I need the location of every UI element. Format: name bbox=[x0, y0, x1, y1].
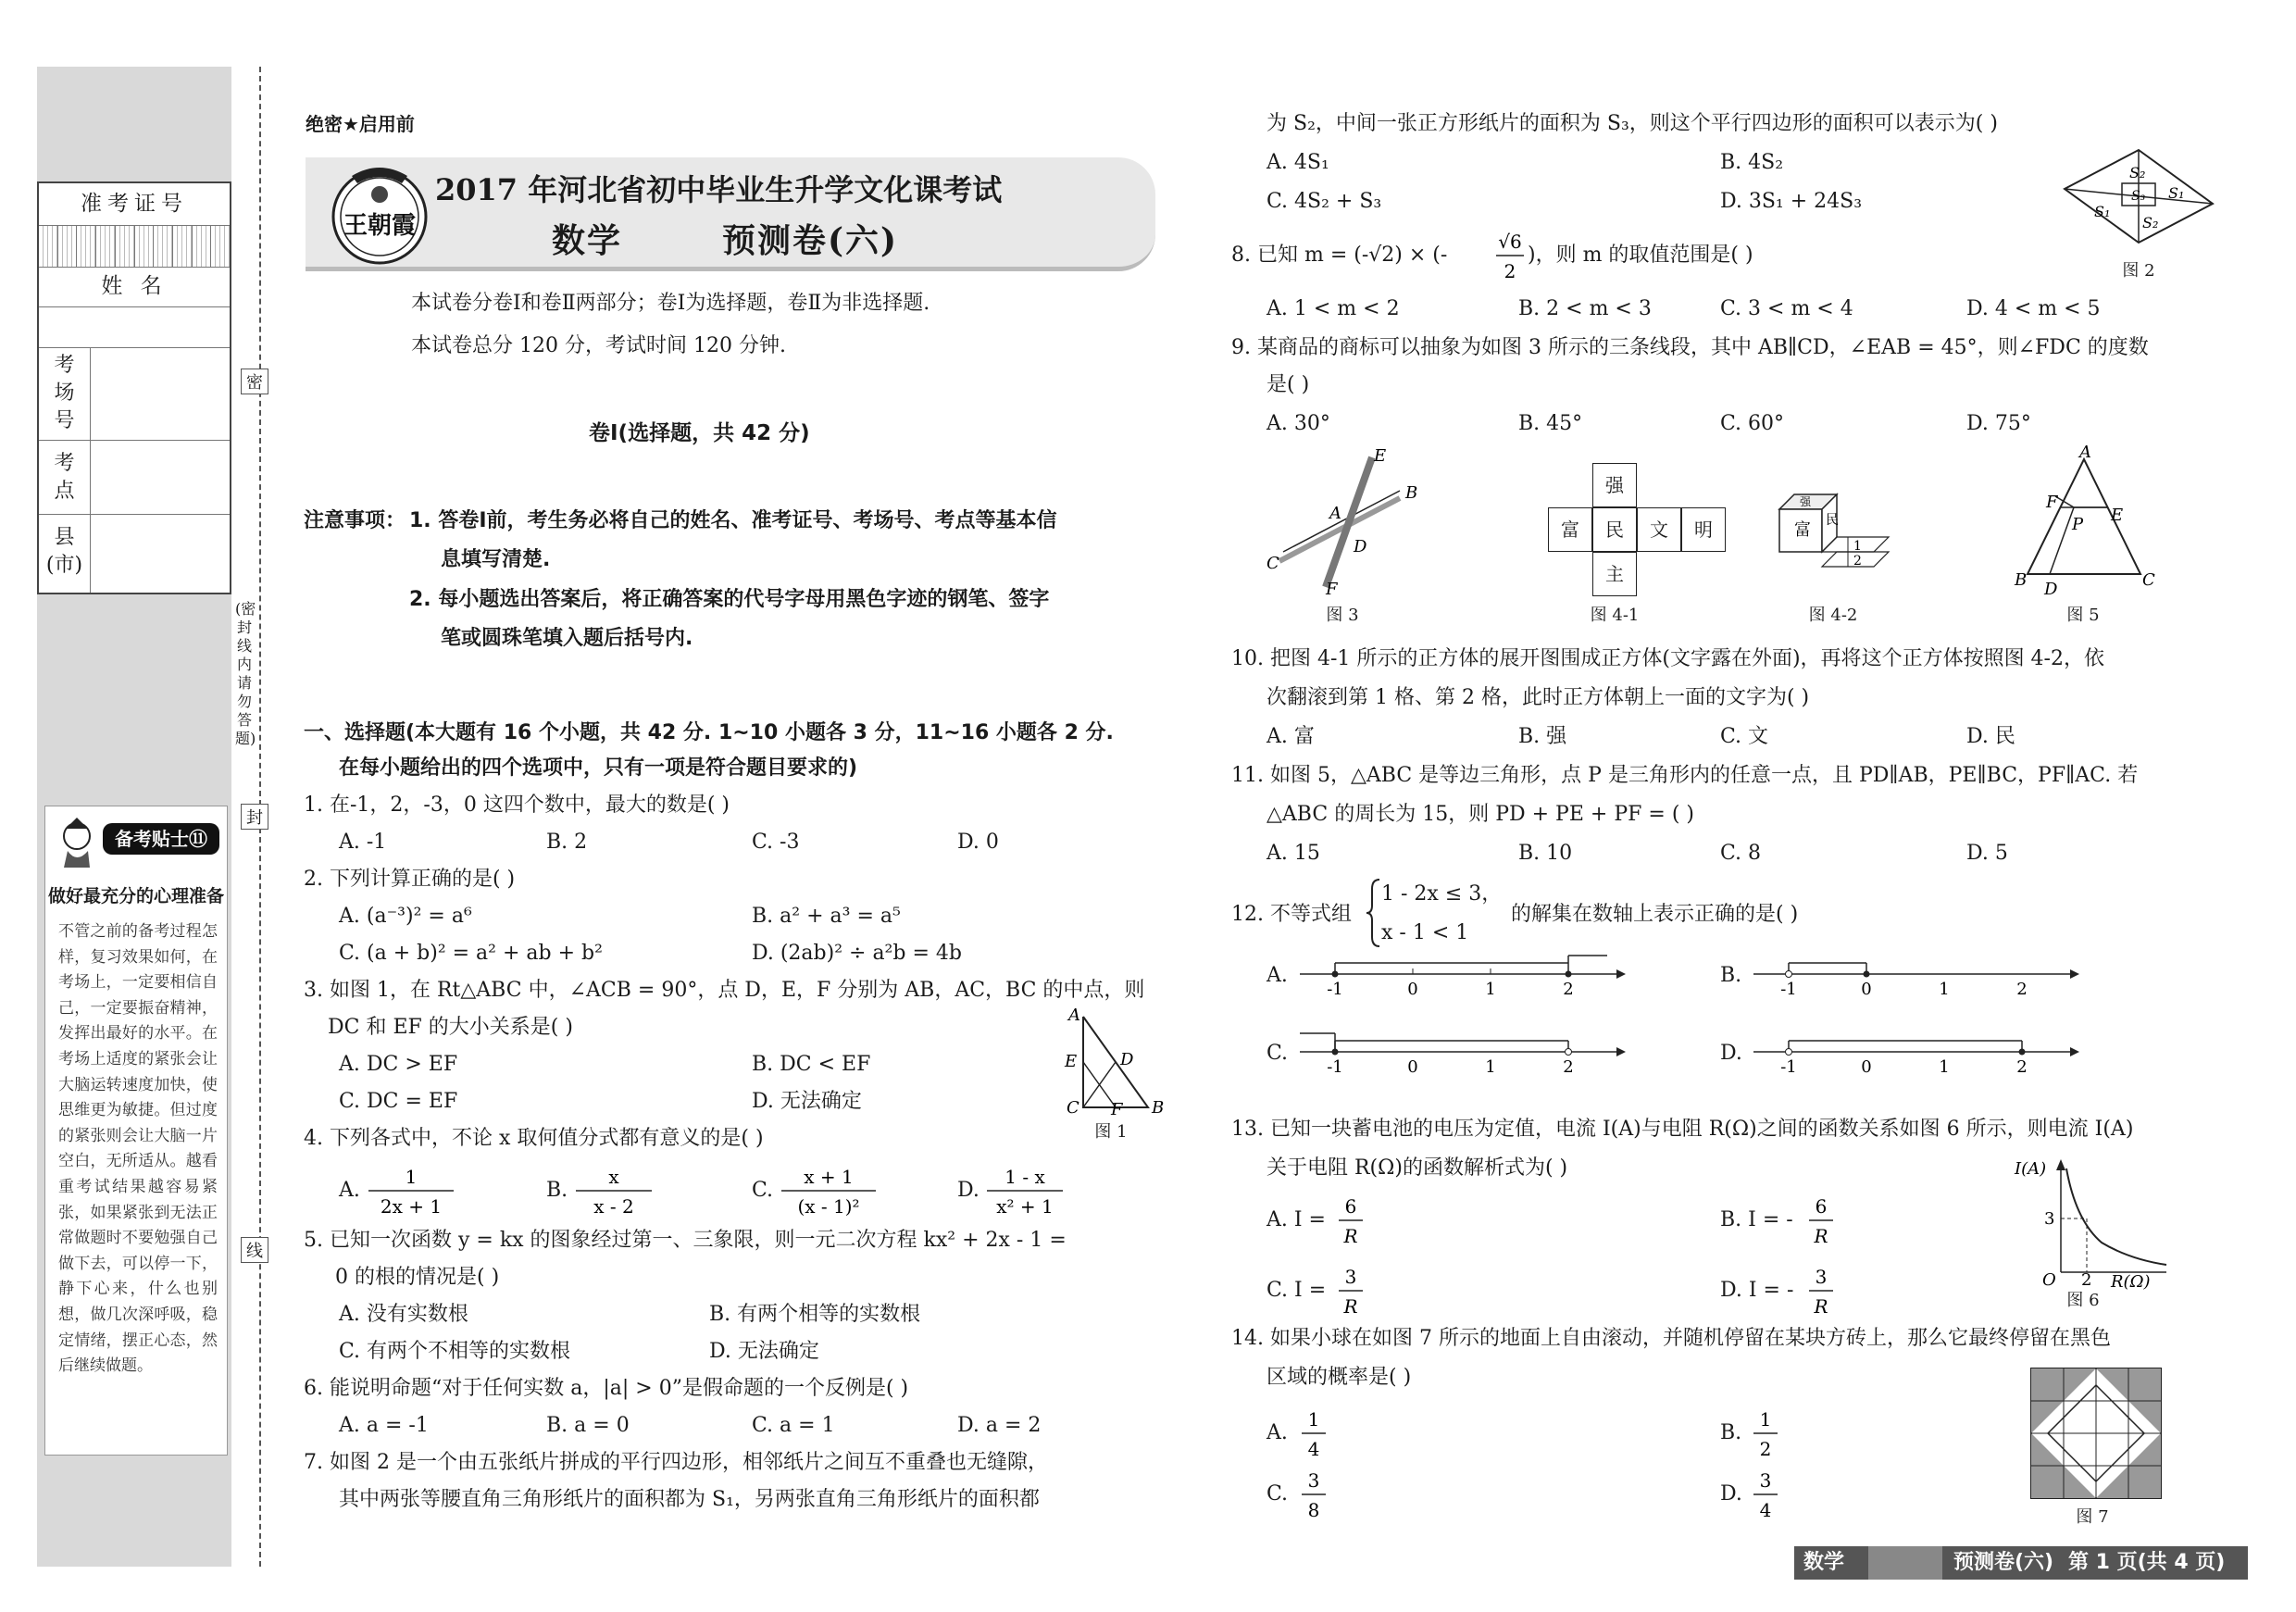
seal-char-feng: 封 bbox=[241, 804, 268, 830]
q9-stem-2: 是( ) bbox=[1267, 373, 1310, 396]
q13-option-a-fraction[interactable] bbox=[1337, 1193, 1365, 1252]
figure-7-caption: 图 7 bbox=[2076, 1507, 2109, 1527]
svg-text:强: 强 bbox=[1800, 495, 1812, 508]
q4-option-c-fraction[interactable] bbox=[778, 1163, 880, 1222]
q13-option-d-fraction[interactable] bbox=[1807, 1263, 1835, 1322]
q3-option-a[interactable]: A. DC > EF bbox=[339, 1053, 458, 1076]
exam-site-field[interactable]: 考 点 bbox=[39, 441, 230, 515]
q14-stem-1: 14. 如果小球在如图 7 所示的地面上自由滚动，并随机停留在某块方砖上，那么它最终停留在黑色 bbox=[1231, 1327, 2111, 1350]
footer-subject: 数学 bbox=[1803, 1551, 1845, 1574]
q14-option-b-label[interactable]: B. bbox=[1720, 1421, 1742, 1444]
publisher-logo-icon bbox=[324, 159, 435, 269]
q4-c-den: (x - 1)² bbox=[797, 1195, 860, 1218]
q13-c-den: R bbox=[1343, 1295, 1358, 1318]
svg-text:S₃: S₃ bbox=[2131, 189, 2146, 204]
svg-text:C: C bbox=[2142, 570, 2155, 590]
q13-b-num: 6 bbox=[1815, 1195, 1828, 1218]
q8-den: 2 bbox=[1504, 260, 1516, 282]
q12-system-line-2: x - 1 < 1 bbox=[1381, 921, 1469, 944]
candidate-info-box bbox=[37, 181, 231, 594]
intro-line-1: 本试卷分卷Ⅰ和卷Ⅱ两部分；卷Ⅰ为选择题，卷Ⅱ为非选择题. bbox=[411, 292, 930, 315]
q3-option-c[interactable]: C. DC = EF bbox=[339, 1090, 458, 1113]
footer-divider bbox=[1868, 1546, 1942, 1580]
paper-title: 预测卷(六) bbox=[722, 221, 899, 260]
intro-line-2: 本试卷总分 120 分，考试时间 120 分钟. bbox=[411, 334, 786, 357]
q13-option-d-label[interactable]: D. I = - bbox=[1720, 1279, 1794, 1302]
svg-text:2: 2 bbox=[1853, 554, 1862, 569]
q2-option-c[interactable]: C. (a + b)² = a² + ab + b² bbox=[339, 942, 603, 965]
q6-option-d[interactable]: D. a = 2 bbox=[957, 1414, 1042, 1437]
q13-c-num: 3 bbox=[1344, 1266, 1357, 1288]
q4-option-c-label[interactable]: C. bbox=[752, 1179, 774, 1202]
q13-d-den: R bbox=[1814, 1295, 1828, 1318]
svg-text:S₂: S₂ bbox=[2142, 214, 2159, 231]
q10-option-a[interactable]: A. 富 bbox=[1267, 725, 1315, 748]
q9-option-b[interactable]: B. 45° bbox=[1518, 412, 1583, 435]
q1-option-d[interactable]: D. 0 bbox=[957, 831, 999, 854]
q1-stem: 1. 在-1，2，-3，0 这四个数中，最大的数是( ) bbox=[304, 794, 730, 817]
svg-text:2: 2 bbox=[1563, 1057, 1574, 1077]
svg-text:2: 2 bbox=[1563, 980, 1574, 999]
figure-2-caption: 图 2 bbox=[2122, 261, 2155, 281]
svg-text:F: F bbox=[1111, 1100, 1123, 1119]
net-face-ming: 明 bbox=[1681, 507, 1726, 552]
q8-option-d[interactable]: D. 4 < m < 5 bbox=[1966, 297, 2101, 320]
q12-stem-pre: 12. 不等式组 bbox=[1231, 903, 1352, 926]
q11-stem-2: △ABC 的周长为 15，则 PD + PE + PF = ( ) bbox=[1267, 803, 1694, 826]
q14-c-num: 3 bbox=[1307, 1469, 1320, 1492]
q13-option-a-label[interactable]: A. I = bbox=[1267, 1208, 1326, 1231]
q7-option-b[interactable]: B. 4S₂ bbox=[1720, 151, 1784, 174]
q13-stem-1: 13. 已知一块蓄电池的电压为定值，电流 I(A)与电阻 R(Ω)之间的函数关系如图 6 所示，则电流 I(A) bbox=[1231, 1118, 2134, 1141]
q13-stem-2: 关于电阻 R(Ω)的函数解析式为( ) bbox=[1267, 1156, 1568, 1180]
fig6-x-tick: 2 bbox=[2081, 1270, 2092, 1290]
notice-item-2a: 2. 每小题选出答案后，将正确答案的代号字母用黑色字迹的钢笔、签字 bbox=[409, 588, 1050, 611]
q11-option-d[interactable]: D. 5 bbox=[1966, 842, 2008, 865]
q11-option-c[interactable]: C. 8 bbox=[1720, 842, 1762, 865]
net-face-qiang: 强 bbox=[1592, 463, 1637, 507]
q3-stem-2: DC 和 EF 的大小关系是( ) bbox=[328, 1016, 573, 1039]
q12-option-a-label[interactable]: A. bbox=[1267, 964, 1288, 987]
subject-title: 数学 bbox=[552, 221, 623, 260]
footer-paper: 预测卷(六) bbox=[1953, 1551, 2054, 1574]
q5-option-c[interactable]: C. 有两个不相等的实数根 bbox=[339, 1340, 571, 1363]
q5-option-d[interactable]: D. 无法确定 bbox=[709, 1340, 819, 1363]
seal-char-mi: 密 bbox=[241, 369, 268, 394]
q14-a-den: 4 bbox=[1307, 1438, 1320, 1460]
figure-7-tiles bbox=[2029, 1367, 2163, 1500]
notice-item-2b: 笔或圆珠笔填入题后括号内. bbox=[441, 627, 693, 650]
q1-option-a[interactable]: A. -1 bbox=[339, 831, 387, 854]
net-face-wen: 文 bbox=[1637, 507, 1681, 552]
svg-text:A: A bbox=[1068, 1006, 1080, 1025]
svg-text:F: F bbox=[2046, 493, 2058, 512]
svg-text:E: E bbox=[2111, 506, 2124, 525]
q8-stem-post: )，则 m 的取值范围是( ) bbox=[1528, 244, 1753, 267]
svg-text:0: 0 bbox=[1407, 1057, 1418, 1077]
q10-option-b[interactable]: B. 强 bbox=[1518, 725, 1567, 748]
name-label: 姓 名 bbox=[39, 267, 230, 307]
q5-option-a[interactable]: A. 没有实数根 bbox=[339, 1303, 468, 1326]
figure-2-parallelogram bbox=[2061, 146, 2216, 248]
notice-label: 注意事项： bbox=[304, 509, 406, 532]
svg-text:C: C bbox=[1267, 554, 1279, 573]
fig6-origin: O bbox=[2042, 1270, 2056, 1290]
q10-option-d[interactable]: D. 民 bbox=[1966, 725, 2015, 748]
q1-option-c[interactable]: C. -3 bbox=[752, 831, 800, 854]
svg-text:0: 0 bbox=[1407, 980, 1418, 999]
tips-body: 不管之前的备考过程怎样，复习效果如何，在考场上，一定要相信自己，一定要振奋精神，发挥出最好的水平。在考场上适度的紧张会让大脑运转速度加快，使思维更为敏捷。但过度的紧张则会让大脑一片空白，无所适从。越看重考试结果越容易紧张，如果紧张到无法正常做题时不要勉强自己做下去，可以停一下，静下心来，什么也别想，做几次深呼吸，稳定情绪，摆正心态，然后继续做题。 bbox=[58, 922, 218, 1376]
secret-mark: 绝密★启用前 bbox=[306, 113, 415, 135]
q14-option-a-label[interactable]: A. bbox=[1267, 1421, 1288, 1444]
section-title: 卷Ⅰ(选择题，共 42 分) bbox=[589, 421, 810, 445]
q13-option-b-fraction[interactable] bbox=[1807, 1193, 1835, 1252]
county-field[interactable]: 县 (市) bbox=[39, 515, 230, 593]
tips-badge-text: 备考贴士⑪ bbox=[115, 828, 207, 850]
q2-option-d[interactable]: D. (2ab)² ÷ a²b = 4b bbox=[752, 942, 962, 965]
q8-option-a[interactable]: A. 1 < m < 2 bbox=[1267, 297, 1400, 320]
mascot-badge bbox=[49, 808, 223, 869]
q13-b-den: R bbox=[1814, 1225, 1828, 1247]
q13-a-den: R bbox=[1343, 1225, 1358, 1247]
svg-text:A: A bbox=[2079, 443, 2091, 462]
svg-text:2: 2 bbox=[2016, 980, 2028, 999]
q1-option-b[interactable]: B. 2 bbox=[546, 831, 588, 854]
q2-stem: 2. 下列计算正确的是( ) bbox=[304, 868, 516, 891]
q8-fraction bbox=[1494, 228, 1526, 287]
svg-text:D: D bbox=[2044, 580, 2058, 599]
q6-option-b[interactable]: B. a = 0 bbox=[546, 1414, 630, 1437]
fig6-x-label: R(Ω) bbox=[2111, 1272, 2151, 1292]
svg-text:富: 富 bbox=[1794, 520, 1811, 540]
svg-text:D: D bbox=[1120, 1050, 1134, 1069]
q14-option-c-label[interactable]: C. bbox=[1267, 1482, 1289, 1506]
notice-item-1b: 息填写清楚. bbox=[441, 548, 551, 571]
q12-option-c-label[interactable]: C. bbox=[1267, 1042, 1289, 1065]
q5-stem-1: 5. 已知一次函数 y = kx 的图象经过第一、三象限，则一元二次方程 kx² + 2x - 1 = bbox=[304, 1229, 1067, 1252]
q5-stem-2: 0 的根的情况是( ) bbox=[335, 1266, 500, 1289]
q9-option-d[interactable]: D. 75° bbox=[1966, 412, 2031, 435]
q14-option-c-fraction[interactable] bbox=[1300, 1467, 1328, 1526]
net-face-zhu: 主 bbox=[1592, 552, 1637, 596]
q4-option-b-label[interactable]: B. bbox=[546, 1179, 568, 1202]
q12-option-b-label[interactable]: B. bbox=[1720, 964, 1742, 987]
q4-b-den: x - 2 bbox=[593, 1195, 634, 1218]
q14-b-den: 2 bbox=[1759, 1438, 1772, 1460]
svg-text:D: D bbox=[1354, 537, 1367, 556]
svg-text:2: 2 bbox=[2016, 1057, 2028, 1077]
q9-stem-1: 9. 某商品的商标可以抽象为如图 3 所示的三条线段，其中 AB∥CD，∠EAB = 45°，则∠FDC 的度数 bbox=[1231, 336, 2149, 359]
figure-6-graph bbox=[2009, 1156, 2176, 1292]
q13-option-c-fraction[interactable] bbox=[1337, 1263, 1365, 1322]
q13-d-num: 3 bbox=[1815, 1266, 1828, 1288]
q10-stem-1: 10. 把图 4-1 所示的正方体的展开图围成正方体(文字露在外面)，再将这个正方体按照图 4-2，依 bbox=[1231, 647, 2104, 670]
svg-text:B: B bbox=[1152, 1098, 1165, 1118]
svg-text:1: 1 bbox=[1485, 1057, 1496, 1077]
q3-stem-1: 3. 如图 1，在 Rt△ABC 中，∠ACB = 90°，点 D，E，F 分别为 AB，AC，BC 的中点，则 bbox=[304, 979, 1145, 1002]
q4-b-num: x bbox=[608, 1166, 619, 1188]
svg-text:1: 1 bbox=[1853, 539, 1862, 554]
q14-stem-2: 区域的概率是( ) bbox=[1267, 1366, 1412, 1389]
figure-4-2-cube bbox=[1768, 481, 1898, 583]
part1-heading: 一、选择题(本大题有 16 个小题，共 42 分. 1~10 小题各 3 分，11~16 小题各 2 分. bbox=[304, 721, 1114, 744]
q12-option-c-numberline[interactable] bbox=[1296, 1024, 1629, 1076]
q8-option-c[interactable]: C. 3 < m < 4 bbox=[1720, 297, 1853, 320]
net-face-fu: 富 bbox=[1548, 507, 1592, 552]
id-number-cells[interactable] bbox=[39, 226, 230, 268]
q4-option-a-fraction[interactable] bbox=[365, 1163, 457, 1222]
q4-option-a-label[interactable]: A. bbox=[339, 1179, 360, 1202]
q14-c-den: 8 bbox=[1307, 1499, 1320, 1521]
svg-text:B: B bbox=[2015, 570, 2028, 590]
q9-option-a[interactable]: A. 30° bbox=[1267, 412, 1330, 435]
q5-option-b[interactable]: B. 有两个相等的实数根 bbox=[709, 1303, 921, 1326]
svg-text:S₁: S₁ bbox=[2094, 203, 2111, 220]
q11-stem-1: 11. 如图 5，△ABC 是等边三角形，点 P 是三角形内的任意一点，且 PD∥AB，PE∥BC，PF∥AC. 若 bbox=[1231, 764, 2139, 787]
svg-text:E: E bbox=[1065, 1052, 1078, 1071]
part1-instruction: 在每小题给出的四个选项中，只有一项是符合题目要求的) bbox=[339, 756, 858, 780]
q7-option-d[interactable]: D. 3S₁ + 24S₃ bbox=[1720, 190, 1863, 213]
q12-option-d-label[interactable]: D. bbox=[1720, 1042, 1742, 1065]
net-face-min: 民 bbox=[1592, 507, 1637, 552]
svg-text:-1: -1 bbox=[1327, 1057, 1343, 1077]
figure-3-caption: 图 3 bbox=[1326, 606, 1359, 625]
figure-5-caption: 图 5 bbox=[2066, 606, 2100, 625]
q8-stem-pre: 8. 已知 m = (-√2) × (- bbox=[1231, 244, 1448, 267]
q7-stem-1: 7. 如图 2 是一个由五张纸片拼成的平行四边形，相邻纸片之间互不重叠也无缝隙， bbox=[304, 1451, 1048, 1474]
exam-room-field[interactable]: 考 场 号 bbox=[39, 348, 230, 441]
svg-text:-1: -1 bbox=[1780, 1057, 1797, 1077]
fig6-y-label: I(A) bbox=[2015, 1159, 2047, 1179]
figure-1-caption: 图 1 bbox=[1094, 1122, 1128, 1142]
q4-d-den: x² + 1 bbox=[996, 1195, 1054, 1218]
q14-option-a-fraction[interactable] bbox=[1300, 1406, 1328, 1465]
q4-stem: 4. 下列各式中，不论 x 取何值分式都有意义的是( ) bbox=[304, 1127, 764, 1150]
q14-b-num: 1 bbox=[1759, 1408, 1772, 1431]
tips-title: 做好最充分的心理准备 bbox=[47, 886, 224, 906]
svg-text:1: 1 bbox=[1939, 980, 1950, 999]
q8-option-b[interactable]: B. 2 < m < 3 bbox=[1518, 297, 1652, 320]
q7-option-c[interactable]: C. 4S₂ + S₃ bbox=[1267, 190, 1382, 213]
q13-a-num: 6 bbox=[1344, 1195, 1357, 1218]
q10-option-c[interactable]: C. 文 bbox=[1720, 725, 1769, 748]
q12-option-b-numberline[interactable] bbox=[1750, 946, 2083, 998]
svg-text:民: 民 bbox=[1826, 513, 1839, 528]
q14-option-d-fraction[interactable] bbox=[1752, 1467, 1779, 1526]
q10-stem-2: 次翻滚到第 1 格、第 2 格，此时正方体朝上一面的文字为( ) bbox=[1267, 686, 1810, 709]
q12-brace bbox=[1365, 876, 1383, 950]
figure-1-triangle bbox=[1055, 1006, 1167, 1119]
q12-option-d-numberline[interactable] bbox=[1750, 1024, 2083, 1076]
q14-a-num: 1 bbox=[1307, 1408, 1320, 1431]
q12-option-a-numberline[interactable] bbox=[1296, 946, 1629, 998]
figure-5-triangle bbox=[2015, 443, 2155, 599]
figure-3-lines bbox=[1261, 446, 1428, 599]
q13-option-c-label[interactable]: C. I = bbox=[1267, 1279, 1327, 1302]
fig6-y-tick: 3 bbox=[2044, 1209, 2055, 1229]
q9-option-c[interactable]: C. 60° bbox=[1720, 412, 1785, 435]
svg-text:S₂: S₂ bbox=[2129, 164, 2146, 181]
svg-text:-1: -1 bbox=[1327, 980, 1343, 999]
name-field[interactable] bbox=[39, 307, 230, 348]
exam-title: 2017 年河北省初中毕业生升学文化课考试 bbox=[435, 172, 1003, 207]
q4-option-d-label[interactable]: D. bbox=[957, 1179, 980, 1202]
q4-option-d-fraction[interactable] bbox=[983, 1163, 1067, 1222]
svg-text:1: 1 bbox=[1485, 980, 1496, 999]
q7-stem-2: 其中两张等腰直角三角形纸片的面积都为 S₁，另两张直角三角形纸片的面积都 bbox=[339, 1488, 1040, 1511]
q4-a-num: 1 bbox=[405, 1166, 418, 1188]
q4-c-num: x + 1 bbox=[804, 1166, 854, 1188]
seal-char-xian: 线 bbox=[241, 1237, 268, 1263]
q11-option-a[interactable]: A. 15 bbox=[1267, 842, 1320, 865]
q14-option-d-label[interactable]: D. bbox=[1720, 1482, 1742, 1506]
q14-d-num: 3 bbox=[1759, 1469, 1772, 1492]
figure-4-1-net bbox=[1544, 463, 1726, 600]
seal-note: (密封线内请勿答题) bbox=[235, 600, 256, 747]
q6-stem: 6. 能说明命题“对于任何实数 a，|a| > 0”是假命题的一个反例是( ) bbox=[304, 1377, 909, 1400]
q12-system-line-1: 1 - 2x ≤ 3， bbox=[1381, 882, 1503, 906]
q2-option-b[interactable]: B. a² + a³ = a⁵ bbox=[752, 905, 901, 928]
svg-text:B: B bbox=[1405, 483, 1418, 503]
svg-text:0: 0 bbox=[1861, 980, 1872, 999]
notice-item-1a: 1. 答卷Ⅰ前，考生务必将自己的姓名、准考证号、考场号、考点等基本信 bbox=[409, 509, 1057, 532]
q6-option-a[interactable]: A. a = -1 bbox=[339, 1414, 429, 1437]
q3-option-b[interactable]: B. DC < EF bbox=[752, 1053, 871, 1076]
figure-4-1-caption: 图 4-1 bbox=[1590, 606, 1640, 625]
q4-d-num: 1 - x bbox=[1004, 1166, 1045, 1188]
svg-text:F: F bbox=[1326, 580, 1338, 599]
svg-text:0: 0 bbox=[1861, 1057, 1872, 1077]
q4-option-b-fraction[interactable] bbox=[572, 1163, 655, 1222]
svg-text:P: P bbox=[2072, 515, 2084, 534]
figure-6-caption: 图 6 bbox=[2066, 1291, 2100, 1310]
q14-option-b-fraction[interactable] bbox=[1752, 1406, 1779, 1465]
logo-text: 王朝霞 bbox=[343, 212, 417, 240]
q6-option-c[interactable]: C. a = 1 bbox=[752, 1414, 835, 1437]
q7-option-a[interactable]: A. 4S₁ bbox=[1267, 151, 1329, 174]
svg-text:A: A bbox=[1329, 504, 1341, 523]
footer-page: 第 1 页(共 4 页) bbox=[2068, 1551, 2226, 1574]
q11-option-b[interactable]: B. 10 bbox=[1518, 842, 1573, 865]
page-footer bbox=[1794, 1546, 2248, 1580]
q2-option-a[interactable]: A. (a⁻³)² = a⁶ bbox=[339, 905, 472, 928]
q14-d-den: 4 bbox=[1759, 1499, 1772, 1521]
svg-text:S₁: S₁ bbox=[2168, 184, 2185, 202]
q13-option-b-label[interactable]: B. I = - bbox=[1720, 1208, 1793, 1231]
q12-stem-post: 的解集在数轴上表示正确的是( ) bbox=[1511, 903, 1799, 926]
q8-num: √6 bbox=[1498, 231, 1522, 253]
svg-text:C: C bbox=[1067, 1098, 1079, 1118]
exam-tips-panel bbox=[44, 806, 228, 1456]
svg-text:E: E bbox=[1374, 446, 1387, 466]
figure-4-2-caption: 图 4-2 bbox=[1808, 606, 1858, 625]
svg-text:1: 1 bbox=[1939, 1057, 1950, 1077]
q7-stem-3: 为 S₂，中间一张正方形纸片的面积为 S₃，则这个平行四边形的面积可以表示为( ) bbox=[1267, 112, 1998, 135]
svg-text:-1: -1 bbox=[1780, 980, 1797, 999]
q3-option-d[interactable]: D. 无法确定 bbox=[752, 1090, 862, 1113]
q4-a-den: 2x + 1 bbox=[380, 1195, 443, 1218]
id-label: 准考证号 bbox=[39, 183, 230, 226]
